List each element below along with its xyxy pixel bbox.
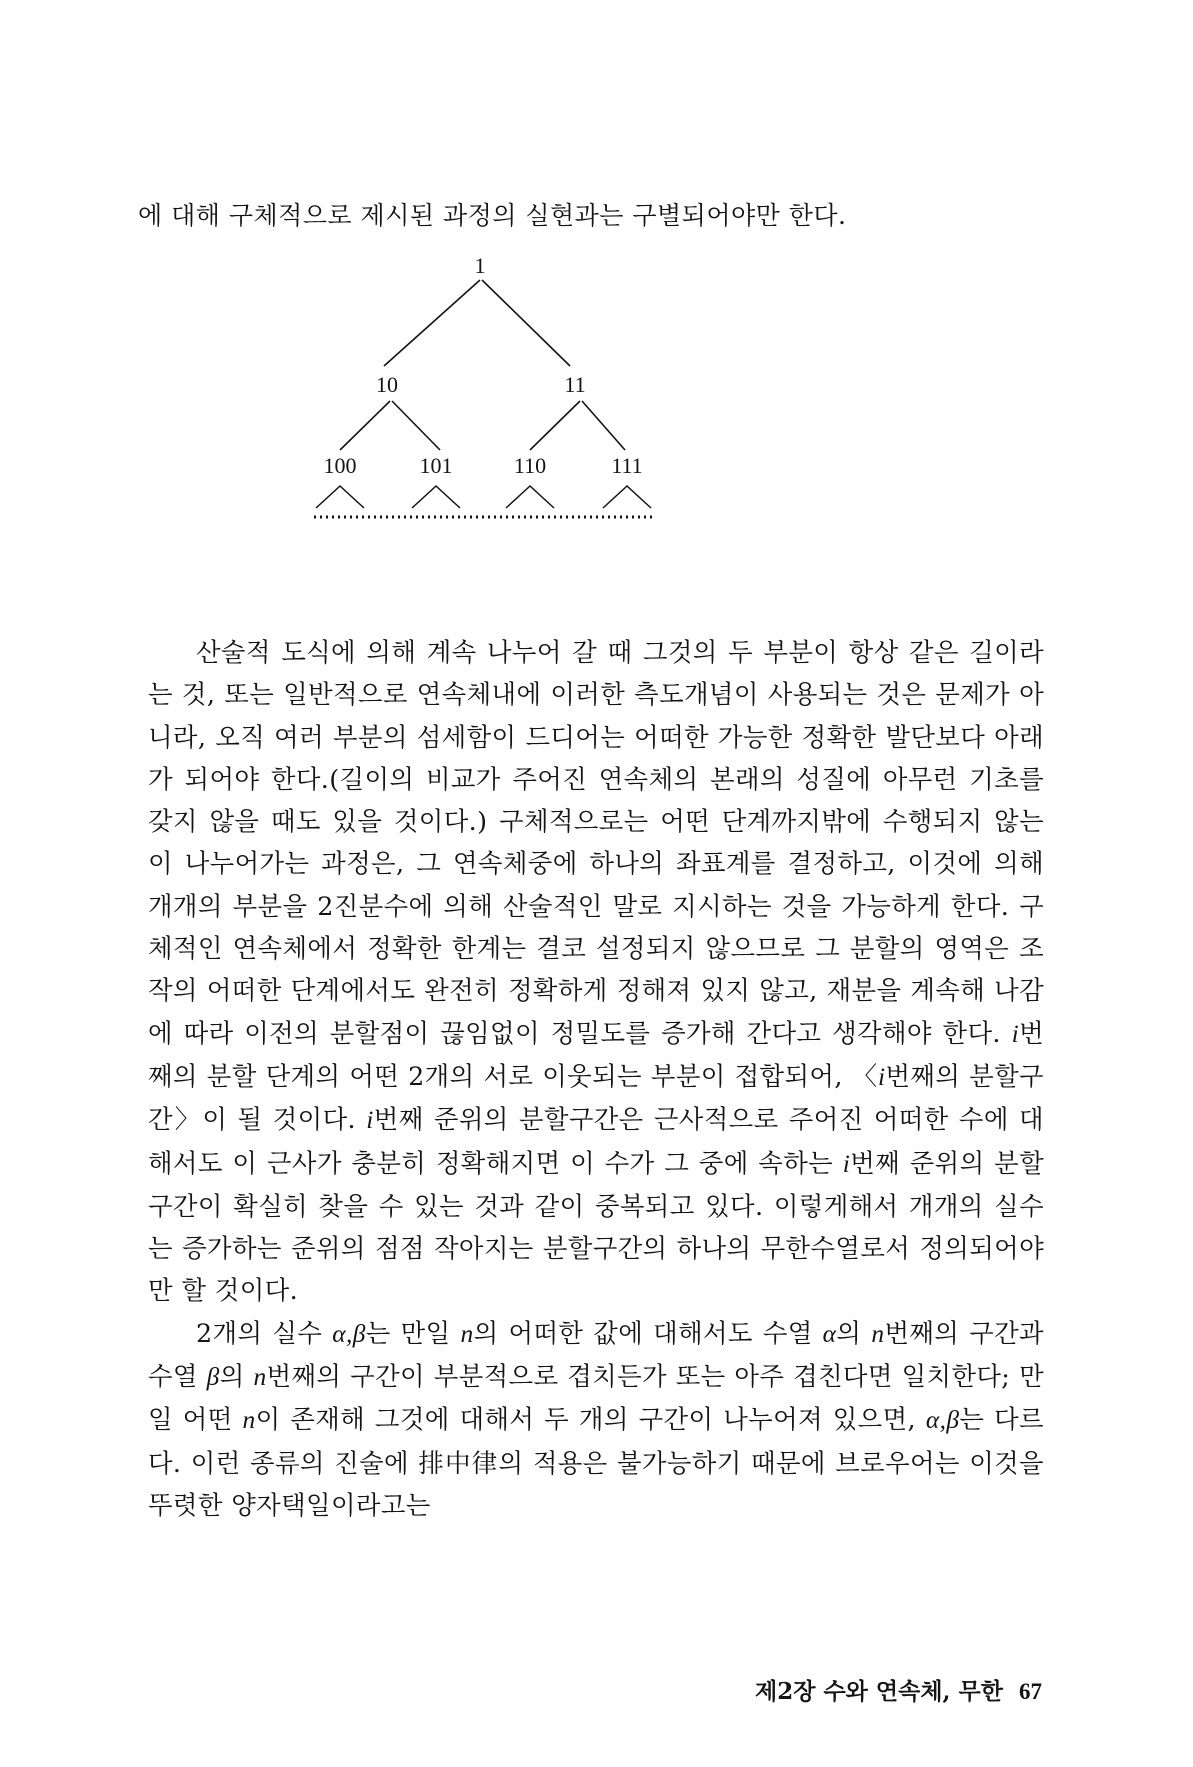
text-run: 산술적 도식에 의해 계속 나누어 갈 때 그것의 두 부분이 항상 같은 길이라는 것, 또는 일반적으로 연속체내에 이러한 측도개념이 사용되는 것은 문제가 아니라, 오직 여러 부분의 섬세함이 드디어는 어떠한 가능한 정확한 발단보다 아래가 되어야 한다.(길이의 비교가 주어진 연속체의 본래의 성질에 아무런 기초를 갖지 않을 때도 있을 것이다.) 구체적으로는 어떤 단계까지밖에 수행되지 않는 이 나누어가는 과정은, 그 연속체중에 하나의 좌표계를 결정하고, 이것에 의해 개개의 부분을 2진분수에 의해 산술적인 말로 지시하는 것을 가능하게 한다. 구체적인 연속체에서 정확한 한계는 결코 설정되지 않으므로 그 분할의 영역은 조작의 어떠한 단계에서도 완전히 정확하게 정해져 있지 않고, 재분을 계속해 나감에 따라 이전의 분할점이 끊임없이 정밀도를 증가해 간다고 생각해야 한다. <box>148 637 1044 1048</box>
math-var: n <box>871 1319 885 1348</box>
chapter-title: 제2장 수와 연속체, 무한 <box>755 1678 1003 1705</box>
main-text <box>148 631 1044 1526</box>
text-run: 는 다르다. 이런 종류의 진술에 排中律의 적용은 불가능하기 때문에 브로우어는 이것을 뚜렷한 양자택일이라고는 <box>148 1404 1044 1520</box>
tree-edge <box>340 401 390 450</box>
tree-node-root: 1 <box>474 253 486 278</box>
binary-tree-diagram <box>323 253 760 590</box>
tree-node-11: 11 <box>564 372 586 397</box>
tree-node-111: 111 <box>611 453 643 478</box>
binary-tree-svg <box>323 253 760 590</box>
math-var: i <box>878 1062 886 1091</box>
math-var: i <box>842 1149 851 1178</box>
math-var: n <box>460 1319 474 1348</box>
tree-node-100: 100 <box>323 453 357 478</box>
math-var: i <box>1011 1019 1020 1048</box>
text-run: 번째의 구간이 부분적으로 겹치든가 또는 아주 겹친다면 일치한다; 만일 어떤 <box>148 1361 1045 1435</box>
tree-edge <box>482 280 570 366</box>
tree-edge <box>582 401 625 450</box>
math-var: α <box>822 1319 837 1348</box>
page-footer <box>612 1673 1042 1706</box>
tree-node-110: 110 <box>513 453 547 478</box>
tree-edge <box>530 401 580 450</box>
text-run: 의 <box>219 1361 254 1392</box>
text-run: 번째의 분할구간〉이 될 것이다. <box>148 1060 1044 1135</box>
math-var: α,β <box>332 1319 366 1348</box>
paragraph-2 <box>148 1312 1044 1526</box>
paragraph-1 <box>148 631 1044 1312</box>
tree-node-101: 101 <box>419 453 453 478</box>
tree-edge <box>392 401 440 450</box>
tree-edge <box>384 280 480 366</box>
intro-line: 에 대해 구체적으로 제시된 과정의 실현과는 구별되어야만 한다. <box>138 201 847 230</box>
math-var: n <box>253 1363 267 1392</box>
math-var: i <box>366 1106 374 1135</box>
math-var: α,β <box>925 1406 960 1435</box>
math-var: n <box>242 1406 256 1435</box>
text-run: 번째 준위의 분할구간이 확실히 찾을 수 있는 것과 같이 중복되고 있다. 이렇게해서 개개의 실수는 증가하는 준위의 점점 작아지는 분할구간의 하나의 무한수열로서 정의되어야만 할 것이다. <box>148 1147 1045 1306</box>
text-run: 번째의 분할 단계의 어떤 2개의 서로 이웃되는 부분이 접합되어, 〈 <box>148 1017 1044 1091</box>
math-var: β <box>206 1363 220 1392</box>
text-run: 의 어떠한 값에 대해서도 수열 <box>473 1317 823 1348</box>
tree-node-10: 10 <box>376 372 398 397</box>
text-run: 는 만일 <box>365 1317 461 1348</box>
text-run: 번째의 구간과 수열 <box>148 1317 1044 1392</box>
tree-caret <box>316 486 364 508</box>
text-run: 이 존재해 그것에 대해서 두 개의 구간이 나누어져 있으면, <box>255 1404 926 1435</box>
tree-caret <box>412 486 460 508</box>
tree-caret <box>506 486 554 508</box>
text-run: 번째 준위의 분할구간은 근사적으로 주어진 어떠한 수에 대해서도 이 근사가 충분히 정확해지면 이 수가 그 중에 속하는 <box>148 1104 1044 1178</box>
text-run: 의 <box>836 1317 872 1348</box>
text-run: 2개의 실수 <box>196 1317 333 1348</box>
tree-caret <box>603 486 651 508</box>
page-number: 67 <box>1019 1679 1042 1704</box>
